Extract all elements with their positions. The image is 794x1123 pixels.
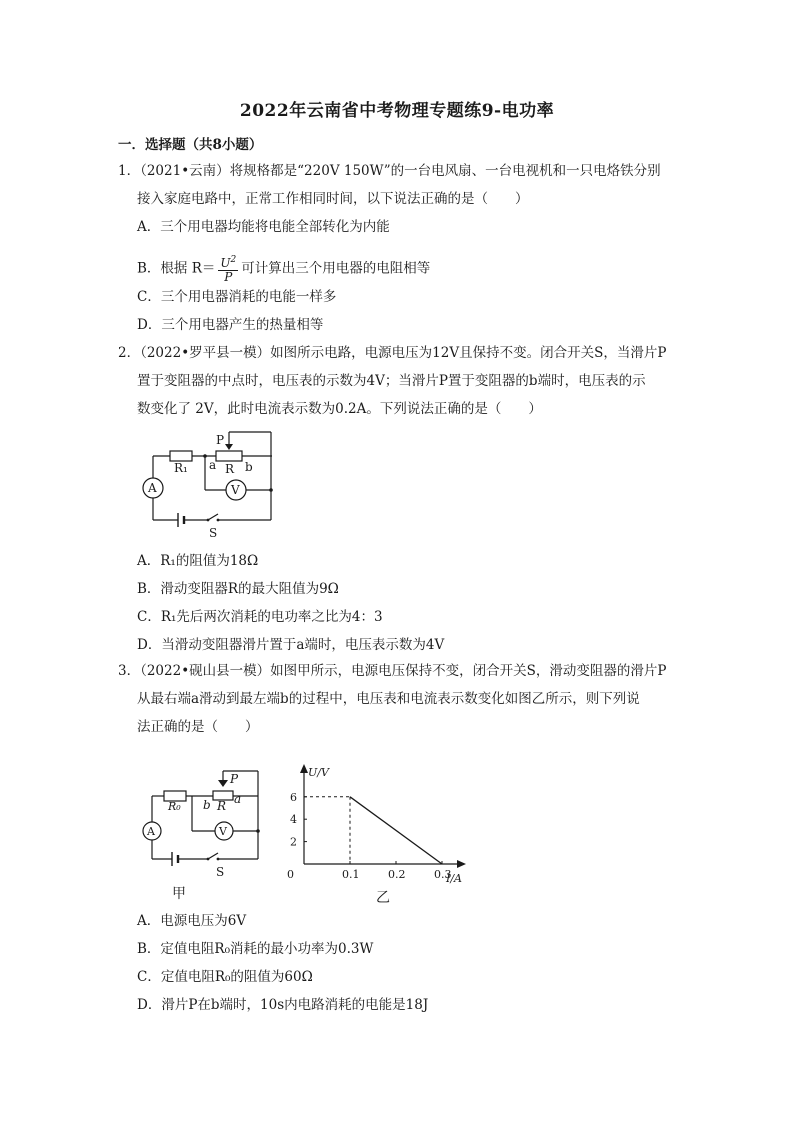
q3-label-p: P [230, 772, 239, 786]
q3-ammeter-label: A [147, 825, 155, 838]
x-tick-label: 0.3 [434, 868, 452, 881]
q3-option-a: A．电源电压为6V [137, 913, 247, 929]
q2-option-d: D．当滑动变阻器滑片置于a端时，电压表示数为4V [137, 637, 445, 653]
q1-option-b-suffix: 可计算出三个用电器的电阻相等 [241, 260, 431, 277]
q3-label-b: b [203, 798, 211, 812]
q1-option-b [137, 254, 430, 284]
q2-label-a: a [209, 458, 217, 472]
q3-caption-jia: 甲 [172, 886, 186, 902]
q2-label-r1: R₁ [174, 461, 188, 475]
q2-switch-label: S [209, 526, 218, 540]
y-tick-label: 4 [290, 813, 297, 827]
y-tick-label: 6 [290, 790, 297, 804]
q2-ammeter-label: A [148, 481, 157, 495]
q1-option-c: C．三个用电器消耗的电能一样多 [137, 289, 337, 305]
q3-label-r0: R₀ [168, 800, 181, 813]
x-tick-label: 0.2 [388, 868, 406, 881]
q3-label-r: R [217, 799, 227, 813]
q3-option-b: B．定值电阻R₀消耗的最小功率为0.3W [137, 941, 374, 957]
q3-stem-line2: 从最右端a滑动到最左端b的过程中，电压表和电流表示数变化如图乙所示，则下列说 [137, 691, 640, 707]
q3-voltmeter-label: V [219, 825, 227, 838]
q2-voltmeter-label: V [231, 483, 240, 497]
q3-option-d: D．滑片P在b端时，10s内电路消耗的电能是18J [137, 997, 429, 1013]
graph-origin-label: 0 [287, 868, 294, 881]
q3-ui-graph [280, 760, 480, 910]
q2-stem-line3: 数变化了 2V，此时电流表示数为0.2A。下列说法正确的是（ ） [137, 401, 542, 417]
q1-formula-fraction [218, 254, 238, 284]
q3-switch-label: S [216, 865, 225, 879]
q1-option-a: A．三个用电器均能将电能全部转化为内能 [137, 219, 390, 235]
section-heading: 一．选择题（共8小题） [118, 137, 263, 153]
q3-label-a: a [234, 792, 242, 806]
q1-stem-line1: 1．（2021•云南）将规格都是“220V 150W”的一台电风扇、一台电视机和一只电烙铁分别 [118, 163, 661, 179]
q2-label-r: R [225, 462, 235, 476]
q1-formula-exponent: 2 [230, 255, 237, 265]
q2-stem-line1: 2．（2022•罗平县一模）如图所示电路，电源电压为12V且保持不变。闭合开关S，当滑片P [118, 345, 667, 361]
q3-circuit-diagram [132, 765, 272, 905]
page-title: 2022年云南省中考物理专题练9-电功率 [239, 101, 555, 121]
x-tick-label: 0.1 [342, 868, 360, 881]
q2-option-b: B．滑动变阻器R的最大阻值为9Ω [137, 581, 339, 597]
q2-circuit-diagram [130, 426, 290, 542]
q1-formula-denominator: P [224, 270, 233, 284]
q3-stem-line1: 3．（2022•砚山县一模）如图甲所示，电源电压保持不变，闭合开关S，滑动变阻器的滑片P [118, 663, 667, 679]
q2-stem-line2: 置于变阻器的中点时，电压表的示数为4V；当滑片P置于变阻器的b端时，电压表的示 [137, 373, 646, 389]
q1-formula-numerator: U [220, 256, 231, 270]
q2-label-b: b [245, 460, 253, 474]
q1-stem-line2: 接入家庭电路中，正常工作相同时间，以下说法正确的是（ ） [137, 191, 529, 207]
q2-label-p: P [216, 433, 225, 447]
q2-option-a: A．R₁的阻值为18Ω [137, 553, 259, 569]
q3-caption-yi: 乙 [376, 890, 390, 906]
graph-x-axis-label: I/A [446, 872, 462, 885]
q2-option-c: C．R₁先后两次消耗的电功率之比为4：3 [137, 609, 383, 625]
q1-option-d: D．三个用电器产生的热量相等 [137, 317, 324, 333]
q3-option-c: C．定值电阻R₀的阻值为60Ω [137, 969, 313, 985]
q3-stem-line3: 法正确的是（ ） [137, 719, 259, 735]
q1-option-b-prefix: B．根据 R＝ [137, 260, 216, 277]
graph-y-axis-label: U/V [308, 766, 329, 779]
y-tick-label: 2 [290, 835, 297, 849]
series-line-u-i [350, 797, 442, 864]
